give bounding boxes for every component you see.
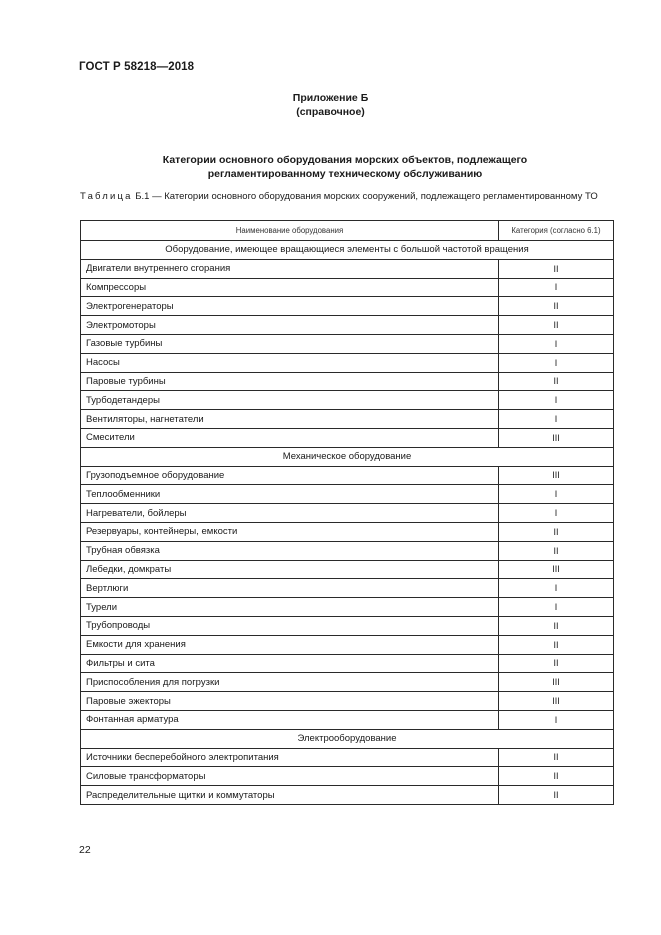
table-row [81, 297, 614, 316]
table-body [81, 241, 614, 805]
table-caption-text: Б.1 — Категории основного оборудования морских сооружений, подлежащего регламентированному ТО [132, 191, 598, 202]
annex-block [0, 91, 661, 119]
equipment-category: II [499, 635, 614, 654]
table-row [81, 598, 614, 617]
equipment-category: III [499, 692, 614, 711]
equipment-category: II [499, 654, 614, 673]
equipment-category: II [499, 297, 614, 316]
section-title: Механическое оборудование [81, 447, 614, 466]
section-row [81, 729, 614, 748]
section-row [81, 447, 614, 466]
equipment-name: Компрессоры [81, 278, 499, 297]
equipment-name: Газовые турбины [81, 334, 499, 353]
equipment-category: I [499, 278, 614, 297]
equipment-name: Трубная обвязка [81, 541, 499, 560]
table-row [81, 372, 614, 391]
annex-subtitle: (справочное) [296, 106, 365, 118]
equipment-name: Смесители [81, 428, 499, 447]
table-row [81, 410, 614, 429]
page-number: 22 [79, 844, 91, 856]
section-title: Электрооборудование [81, 729, 614, 748]
equipment-category: II [499, 767, 614, 786]
table-row [81, 278, 614, 297]
table-row [81, 786, 614, 805]
equipment-name: Теплообменники [81, 485, 499, 504]
equipment-name: Грузоподъемное оборудование [81, 466, 499, 485]
equipment-category: I [499, 391, 614, 410]
table-row [81, 353, 614, 372]
section-title: Оборудование, имеющее вращающиеся элементы с большой частотой вращения [81, 241, 614, 260]
equipment-category: I [499, 579, 614, 598]
equipment-category: III [499, 560, 614, 579]
table-row [81, 748, 614, 767]
table-caption [80, 191, 613, 203]
equipment-name: Насосы [81, 353, 499, 372]
document-code: ГОСТ Р 58218—2018 [79, 61, 195, 73]
annex-title: Приложение Б [292, 92, 369, 104]
equipment-category: II [499, 259, 614, 278]
equipment-category: I [499, 334, 614, 353]
equipment-name: Фильтры и сита [81, 654, 499, 673]
equipment-category: I [499, 598, 614, 617]
equipment-category: II [499, 616, 614, 635]
equipment-name: Вентиляторы, нагнетатели [81, 410, 499, 429]
equipment-name: Силовые трансформаторы [81, 767, 499, 786]
table-row [81, 391, 614, 410]
column-header-name: Наименование оборудования [81, 221, 499, 241]
section-heading-line2: регламентированному техническому обслуживанию [207, 168, 483, 180]
equipment-category: I [499, 353, 614, 372]
equipment-category: I [499, 410, 614, 429]
equipment-category: I [499, 504, 614, 523]
equipment-category: III [499, 428, 614, 447]
equipment-name: Нагреватели, бойлеры [81, 504, 499, 523]
equipment-name: Распределительные щитки и коммутаторы [81, 786, 499, 805]
table-row [81, 504, 614, 523]
equipment-name: Электромоторы [81, 316, 499, 335]
table-row [81, 522, 614, 541]
table-row [81, 635, 614, 654]
table-row [81, 541, 614, 560]
equipment-table [80, 220, 614, 805]
equipment-name: Электрогенераторы [81, 297, 499, 316]
table-row [81, 767, 614, 786]
section-heading-line1: Категории основного оборудования морских объектов, подлежащего [162, 154, 528, 166]
table-row [81, 334, 614, 353]
table-row [81, 428, 614, 447]
column-header-category: Категория (согласно 6.1) [499, 221, 614, 241]
table-row [81, 485, 614, 504]
equipment-category: III [499, 673, 614, 692]
equipment-name: Резервуары, контейнеры, емкости [81, 522, 499, 541]
equipment-name: Вертлюги [81, 579, 499, 598]
equipment-category: II [499, 786, 614, 805]
table-row [81, 466, 614, 485]
section-heading [80, 153, 610, 181]
table-row [81, 673, 614, 692]
equipment-name: Трубопроводы [81, 616, 499, 635]
equipment-name: Турели [81, 598, 499, 617]
equipment-name: Источники бесперебойного электропитания [81, 748, 499, 767]
equipment-name: Приспособления для погрузки [81, 673, 499, 692]
equipment-name: Паровые эжекторы [81, 692, 499, 711]
equipment-name: Турбодетандеры [81, 391, 499, 410]
equipment-category: II [499, 541, 614, 560]
table-row [81, 579, 614, 598]
equipment-category: I [499, 710, 614, 729]
equipment-name: Паровые турбины [81, 372, 499, 391]
equipment-category: I [499, 485, 614, 504]
equipment-category: II [499, 316, 614, 335]
equipment-name: Емкости для хранения [81, 635, 499, 654]
table-row [81, 710, 614, 729]
table-row [81, 692, 614, 711]
equipment-category: III [499, 466, 614, 485]
table-caption-label: Таблица [80, 191, 133, 202]
table-row [81, 259, 614, 278]
equipment-name: Двигатели внутреннего сгорания [81, 259, 499, 278]
equipment-category: II [499, 748, 614, 767]
table-row [81, 316, 614, 335]
equipment-category: II [499, 522, 614, 541]
section-row [81, 241, 614, 260]
table-row [81, 654, 614, 673]
table-row [81, 616, 614, 635]
equipment-category: II [499, 372, 614, 391]
table-header-row [81, 221, 614, 241]
table-row [81, 560, 614, 579]
equipment-name: Фонтанная арматура [81, 710, 499, 729]
equipment-name: Лебедки, домкраты [81, 560, 499, 579]
